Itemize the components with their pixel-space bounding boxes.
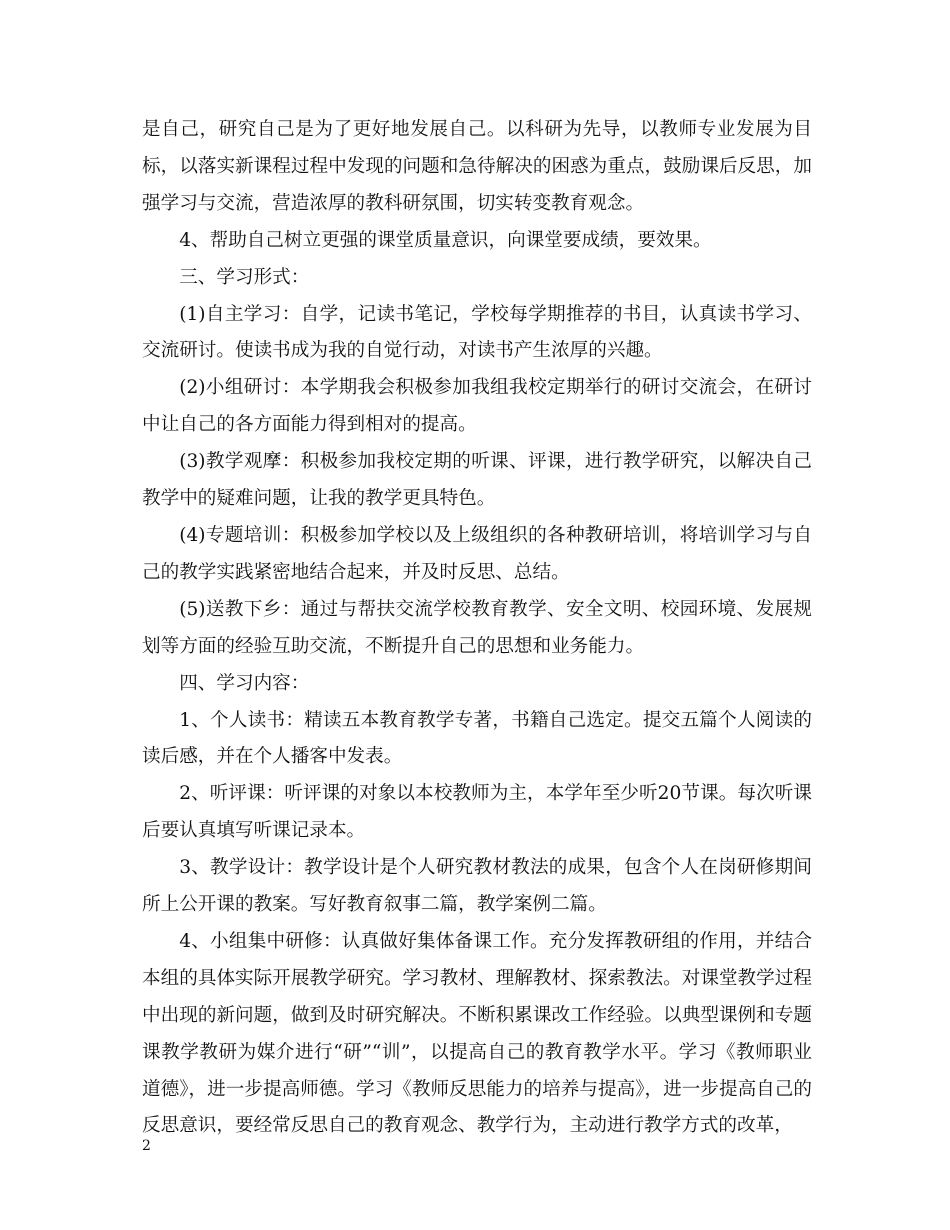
paragraph: 4、小组集中研修：认真做好集体备课工作。充分发挥教研组的作用，并结合本组的具体实际开展教学研究。学习教材、理解教材、探索教法。对课堂教学过程中出现的新问题，做到及时研究解决。不断积累课改工作经验。以典型课例和专题课教学教研为媒介进行“研”“训”，以提高自己的教育教学水平。学习《教师职业道德》，进一步提高师德。学习《教师反思能力的培养与提高》，进一步提高自己的反思意识，要经常反思自己的教育观念、教学行为，主动进行教学方式的改革， (142, 930, 812, 1137)
paragraph: 2、听评课：听评课的对象以本校教师为主，本学年至少听20节课。每次听课后要认真填写听课记录本。 (142, 783, 812, 842)
page-number: 2 (142, 1138, 151, 1154)
paragraph: 是自己，研究自己是为了更好地发展自己。以科研为先导，以教师专业发展为目标，以落实新课程过程中发现的问题和急待解决的困惑为重点，鼓励课后反思，加强学习与交流，营造浓厚的教科研氛围，切实转变教育观念。 (142, 119, 812, 214)
paragraph: (1)自主学习：自学，记读书笔记，学校每学期推荐的书目，认真读书学习、交流研讨。使读书成为我的自觉行动，对读书产生浓厚的兴趣。 (142, 303, 812, 362)
paragraph: (5)送教下乡：通过与帮扶交流学校教育教学、安全文明、校园环境、发展规划等方面的经验互助交流，不断提升自己的思想和业务能力。 (142, 598, 812, 657)
paragraph: (3)教学观摩：积极参加我校定期的听课、评课，进行教学研究，以解决自己教学中的疑难问题，让我的教学更具特色。 (142, 451, 812, 510)
paragraph: (2)小组研讨：本学期我会积极参加我组我校定期举行的研讨交流会，在研讨中让自己的各方面能力得到相对的提高。 (142, 377, 812, 436)
section-heading: 四、学习内容： (179, 672, 310, 694)
paragraph: 3、教学设计：教学设计是个人研究教材教法的成果，包含个人在岗研修期间所上公开课的教案。写好教育叙事二篇，教学案例二篇。 (142, 857, 812, 916)
section-heading: 三、学习形式： (179, 266, 310, 288)
paragraph: 1、个人读书：精读五本教育教学专著，书籍自己选定。提交五篇个人阅读的读后感，并在个人播客中发表。 (142, 709, 812, 768)
paragraph: 4、帮助自己树立更强的课堂质量意识，向课堂要成绩，要效果。 (179, 229, 712, 251)
paragraph: (4)专题培训：积极参加学校以及上级组织的各种教研培训，将培训学习与自己的教学实践紧密地结合起来，并及时反思、总结。 (142, 524, 812, 583)
document-body (142, 112, 812, 1145)
